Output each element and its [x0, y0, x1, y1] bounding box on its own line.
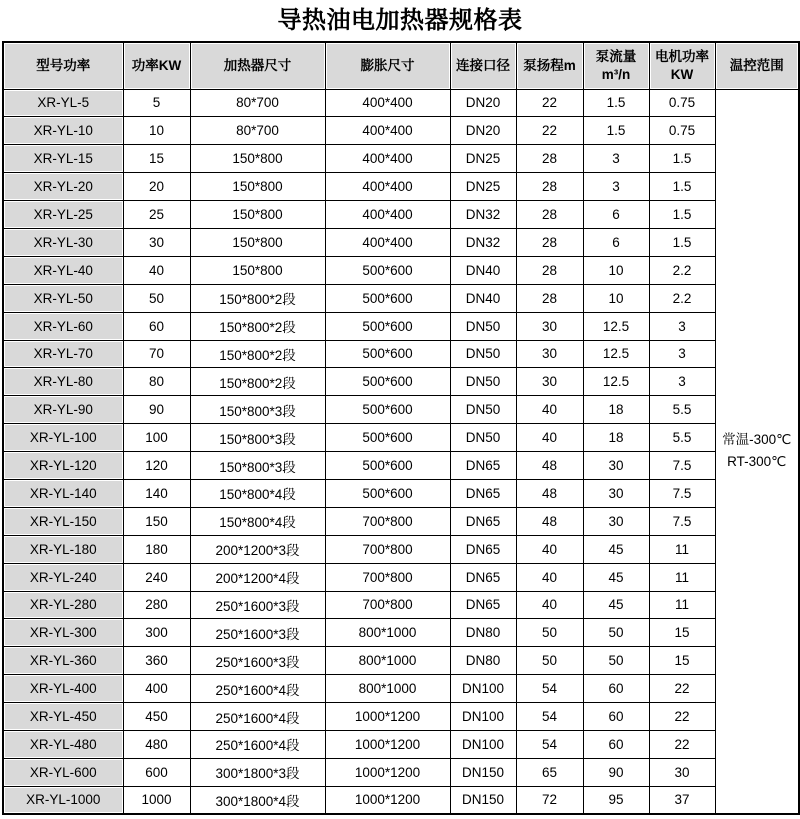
- pump-head-cell: 30: [516, 312, 583, 340]
- power-cell: 70: [123, 340, 190, 368]
- connection-cell: DN40: [450, 256, 516, 284]
- expansion-size-cell: 400*400: [325, 117, 450, 145]
- connection-cell: DN65: [450, 479, 516, 507]
- model-cell: XR-YL-70: [3, 340, 123, 368]
- power-cell: 10: [123, 117, 190, 145]
- power-cell: 450: [123, 703, 190, 731]
- expansion-size-cell: 800*1000: [325, 647, 450, 675]
- model-cell: XR-YL-50: [3, 284, 123, 312]
- motor-power-cell: 2.2: [649, 284, 715, 312]
- expansion-size-cell: 700*800: [325, 535, 450, 563]
- pump-head-cell: 72: [516, 786, 583, 814]
- model-cell: XR-YL-80: [3, 368, 123, 396]
- table-row: [3, 563, 799, 591]
- model-cell: XR-YL-30: [3, 228, 123, 256]
- page-title: 导热油电加热器规格表: [277, 7, 523, 34]
- expansion-size-cell: 400*400: [325, 228, 450, 256]
- pump-flow-cell: 1.5: [583, 89, 649, 117]
- power-cell: 80: [123, 368, 190, 396]
- power-cell: 1000: [123, 786, 190, 814]
- power-cell: 60: [123, 312, 190, 340]
- temp-range-line: 常温-300℃: [722, 432, 792, 448]
- header-row: [3, 42, 799, 89]
- heater-size-cell: 250*1600*3段: [190, 591, 325, 619]
- heater-size-cell: 150*800*4段: [190, 479, 325, 507]
- header-power: [123, 42, 190, 89]
- pump-flow-cell: 10: [583, 284, 649, 312]
- header-temp-range-label: 温控范围: [729, 57, 784, 73]
- pump-head-cell: 28: [516, 256, 583, 284]
- heater-size-cell: 150*800*2段: [190, 340, 325, 368]
- model-cell: XR-YL-480: [3, 730, 123, 758]
- pump-flow-cell: 30: [583, 452, 649, 480]
- motor-power-cell: 0.75: [649, 117, 715, 145]
- connection-cell: DN100: [450, 730, 516, 758]
- table-row: [3, 201, 799, 229]
- pump-head-cell: 54: [516, 730, 583, 758]
- motor-power-cell: 1.5: [649, 173, 715, 201]
- power-cell: 180: [123, 535, 190, 563]
- pump-flow-cell: 12.5: [583, 368, 649, 396]
- heater-size-cell: 300*1800*4段: [190, 786, 325, 814]
- table-row: [3, 284, 799, 312]
- connection-cell: DN20: [450, 117, 516, 145]
- motor-power-cell: 11: [649, 535, 715, 563]
- model-cell: XR-YL-100: [3, 424, 123, 452]
- pump-flow-cell: 45: [583, 591, 649, 619]
- table-header: [3, 42, 799, 89]
- heater-size-cell: 80*700: [190, 89, 325, 117]
- power-cell: 40: [123, 256, 190, 284]
- model-cell: XR-YL-600: [3, 758, 123, 786]
- heater-size-cell: 150*800*3段: [190, 396, 325, 424]
- pump-flow-cell: 3: [583, 145, 649, 173]
- model-cell: XR-YL-140: [3, 479, 123, 507]
- pump-flow-cell: 45: [583, 563, 649, 591]
- power-cell: 50: [123, 284, 190, 312]
- expansion-size-cell: 500*600: [325, 452, 450, 480]
- motor-power-cell: 30: [649, 758, 715, 786]
- heater-size-cell: 300*1800*3段: [190, 758, 325, 786]
- model-cell: XR-YL-90: [3, 396, 123, 424]
- power-cell: 400: [123, 675, 190, 703]
- pump-head-cell: 22: [516, 117, 583, 145]
- motor-power-cell: 3: [649, 368, 715, 396]
- motor-power-cell: 3: [649, 312, 715, 340]
- motor-power-cell: 37: [649, 786, 715, 814]
- connection-cell: DN20: [450, 89, 516, 117]
- heater-size-cell: 80*700: [190, 117, 325, 145]
- table-row: [3, 340, 799, 368]
- pump-flow-cell: 12.5: [583, 312, 649, 340]
- pump-head-cell: 54: [516, 675, 583, 703]
- power-cell: 600: [123, 758, 190, 786]
- pump-head-cell: 40: [516, 535, 583, 563]
- pump-flow-cell: 45: [583, 535, 649, 563]
- pump-flow-cell: 18: [583, 424, 649, 452]
- header-pump-head: [516, 42, 583, 89]
- model-cell: XR-YL-280: [3, 591, 123, 619]
- header-pump-flow: [583, 42, 649, 89]
- table-row: [3, 507, 799, 535]
- model-cell: XR-YL-40: [3, 256, 123, 284]
- pump-head-cell: 28: [516, 201, 583, 229]
- pump-flow-cell: 6: [583, 228, 649, 256]
- model-cell: XR-YL-60: [3, 312, 123, 340]
- motor-power-cell: 11: [649, 591, 715, 619]
- expansion-size-cell: 500*600: [325, 368, 450, 396]
- connection-cell: DN40: [450, 284, 516, 312]
- power-cell: 240: [123, 563, 190, 591]
- heater-size-cell: 150*800: [190, 256, 325, 284]
- pump-head-cell: 40: [516, 396, 583, 424]
- expansion-size-cell: 400*400: [325, 89, 450, 117]
- expansion-size-cell: 500*600: [325, 396, 450, 424]
- heater-size-cell: 250*1600*4段: [190, 675, 325, 703]
- table-row: [3, 479, 799, 507]
- power-cell: 30: [123, 228, 190, 256]
- pump-head-cell: 28: [516, 284, 583, 312]
- pump-flow-cell: 18: [583, 396, 649, 424]
- pump-flow-cell: 50: [583, 619, 649, 647]
- connection-cell: DN25: [450, 173, 516, 201]
- heater-size-cell: 200*1200*3段: [190, 535, 325, 563]
- motor-power-cell: 5.5: [649, 424, 715, 452]
- pump-flow-cell: 10: [583, 256, 649, 284]
- pump-head-cell: 28: [516, 228, 583, 256]
- expansion-size-cell: 700*800: [325, 563, 450, 591]
- power-cell: 150: [123, 507, 190, 535]
- power-cell: 280: [123, 591, 190, 619]
- motor-power-cell: 1.5: [649, 228, 715, 256]
- heater-size-cell: 150*800: [190, 201, 325, 229]
- model-cell: XR-YL-300: [3, 619, 123, 647]
- power-cell: 120: [123, 452, 190, 480]
- pump-head-cell: 40: [516, 563, 583, 591]
- motor-power-cell: 5.5: [649, 396, 715, 424]
- header-expansion-size-label: 膨胀尺寸: [360, 57, 415, 73]
- expansion-size-cell: 700*800: [325, 507, 450, 535]
- connection-cell: DN80: [450, 647, 516, 675]
- heater-size-cell: 150*800*3段: [190, 452, 325, 480]
- pump-head-cell: 54: [516, 703, 583, 731]
- pump-head-cell: 65: [516, 758, 583, 786]
- motor-power-cell: 22: [649, 675, 715, 703]
- heater-size-cell: 250*1600*3段: [190, 647, 325, 675]
- connection-cell: DN100: [450, 675, 516, 703]
- header-motor-power-label: 电机功率: [655, 48, 709, 64]
- heater-size-cell: 250*1600*3段: [190, 619, 325, 647]
- connection-cell: DN80: [450, 619, 516, 647]
- header-pump-flow-label: 泵流量: [595, 48, 637, 64]
- expansion-size-cell: 800*1000: [325, 619, 450, 647]
- heater-size-cell: 250*1600*4段: [190, 730, 325, 758]
- pump-head-cell: 50: [516, 647, 583, 675]
- power-cell: 90: [123, 396, 190, 424]
- model-cell: XR-YL-25: [3, 201, 123, 229]
- power-cell: 140: [123, 479, 190, 507]
- connection-cell: DN50: [450, 312, 516, 340]
- model-cell: XR-YL-15: [3, 145, 123, 173]
- heater-size-cell: 150*800: [190, 173, 325, 201]
- table-row: [3, 228, 799, 256]
- spec-table: [2, 41, 800, 815]
- connection-cell: DN150: [450, 786, 516, 814]
- table-row: [3, 312, 799, 340]
- table-row: [3, 758, 799, 786]
- pump-head-cell: 50: [516, 619, 583, 647]
- heater-size-cell: 150*800*2段: [190, 312, 325, 340]
- table-row: [3, 173, 799, 201]
- pump-head-cell: 28: [516, 173, 583, 201]
- power-cell: 480: [123, 730, 190, 758]
- table-row: [3, 117, 799, 145]
- pump-flow-cell: 30: [583, 479, 649, 507]
- header-heater-size: [190, 42, 325, 89]
- model-cell: XR-YL-150: [3, 507, 123, 535]
- connection-cell: DN50: [450, 368, 516, 396]
- table-row: [3, 396, 799, 424]
- model-cell: XR-YL-400: [3, 675, 123, 703]
- connection-cell: DN50: [450, 424, 516, 452]
- expansion-size-cell: 500*600: [325, 284, 450, 312]
- model-cell: XR-YL-120: [3, 452, 123, 480]
- motor-power-cell: 22: [649, 703, 715, 731]
- pump-flow-cell: 12.5: [583, 340, 649, 368]
- expansion-size-cell: 500*600: [325, 340, 450, 368]
- pump-flow-cell: 90: [583, 758, 649, 786]
- motor-power-cell: 2.2: [649, 256, 715, 284]
- header-pump-head-label: 泵扬程m: [523, 57, 576, 73]
- heater-size-cell: 150*800*3段: [190, 424, 325, 452]
- table-row: [3, 535, 799, 563]
- expansion-size-cell: 500*600: [325, 312, 450, 340]
- header-temp-range: [715, 42, 799, 89]
- expansion-size-cell: 500*600: [325, 424, 450, 452]
- table-row: [3, 256, 799, 284]
- expansion-size-cell: 400*400: [325, 173, 450, 201]
- expansion-size-cell: 1000*1200: [325, 758, 450, 786]
- heater-size-cell: 200*1200*4段: [190, 563, 325, 591]
- expansion-size-cell: 400*400: [325, 201, 450, 229]
- motor-power-cell: 0.75: [649, 89, 715, 117]
- pump-flow-cell: 60: [583, 703, 649, 731]
- connection-cell: DN65: [450, 507, 516, 535]
- pump-head-cell: 40: [516, 424, 583, 452]
- expansion-size-cell: 700*800: [325, 591, 450, 619]
- motor-power-cell: 7.5: [649, 452, 715, 480]
- table-row: [3, 730, 799, 758]
- connection-cell: DN65: [450, 591, 516, 619]
- table-row: [3, 591, 799, 619]
- model-cell: XR-YL-5: [3, 89, 123, 117]
- expansion-size-cell: 1000*1200: [325, 703, 450, 731]
- pump-head-cell: 28: [516, 145, 583, 173]
- heater-size-cell: 150*800*2段: [190, 284, 325, 312]
- expansion-size-cell: 800*1000: [325, 675, 450, 703]
- pump-flow-cell: 50: [583, 647, 649, 675]
- motor-power-cell: 15: [649, 647, 715, 675]
- motor-power-cell: 15: [649, 619, 715, 647]
- connection-cell: DN65: [450, 535, 516, 563]
- motor-power-cell: 11: [649, 563, 715, 591]
- connection-cell: DN150: [450, 758, 516, 786]
- power-cell: 300: [123, 619, 190, 647]
- header-power-label: 功率KW: [131, 57, 182, 73]
- connection-cell: DN32: [450, 201, 516, 229]
- connection-cell: DN65: [450, 563, 516, 591]
- table-row: [3, 368, 799, 396]
- expansion-size-cell: 1000*1200: [325, 786, 450, 814]
- table-row: [3, 424, 799, 452]
- table-row: [3, 675, 799, 703]
- motor-power-cell: 1.5: [649, 201, 715, 229]
- pump-flow-cell: 3: [583, 173, 649, 201]
- heater-size-cell: 150*800*2段: [190, 368, 325, 396]
- motor-power-cell: 22: [649, 730, 715, 758]
- heater-size-cell: 150*800*4段: [190, 507, 325, 535]
- temp-range-cell: [715, 89, 799, 814]
- pump-head-cell: 40: [516, 591, 583, 619]
- expansion-size-cell: 400*400: [325, 145, 450, 173]
- table-row: [3, 89, 799, 117]
- expansion-size-cell: 500*600: [325, 479, 450, 507]
- model-cell: XR-YL-240: [3, 563, 123, 591]
- table-row: [3, 786, 799, 814]
- table-row: [3, 703, 799, 731]
- header-motor-power: [649, 42, 715, 89]
- temp-range-line: RT-300℃: [727, 454, 787, 470]
- pump-head-cell: 48: [516, 452, 583, 480]
- model-cell: XR-YL-360: [3, 647, 123, 675]
- connection-cell: DN65: [450, 452, 516, 480]
- table-row: [3, 619, 799, 647]
- motor-power-cell: 1.5: [649, 145, 715, 173]
- connection-cell: DN100: [450, 703, 516, 731]
- table-row: [3, 452, 799, 480]
- connection-cell: DN50: [450, 340, 516, 368]
- power-cell: 20: [123, 173, 190, 201]
- connection-cell: DN25: [450, 145, 516, 173]
- model-cell: XR-YL-1000: [3, 786, 123, 814]
- table-row: [3, 647, 799, 675]
- heater-size-cell: 150*800: [190, 145, 325, 173]
- motor-power-cell: 7.5: [649, 479, 715, 507]
- pump-flow-cell: 6: [583, 201, 649, 229]
- header-expansion-size: [325, 42, 450, 89]
- pump-flow-cell: 30: [583, 507, 649, 535]
- power-cell: 100: [123, 424, 190, 452]
- header-model-label: 型号功率: [36, 57, 91, 73]
- header-heater-size-label: 加热器尺寸: [223, 57, 292, 73]
- pump-head-cell: 48: [516, 479, 583, 507]
- power-cell: 25: [123, 201, 190, 229]
- model-cell: XR-YL-180: [3, 535, 123, 563]
- connection-cell: DN32: [450, 228, 516, 256]
- motor-power-cell: 7.5: [649, 507, 715, 535]
- header-connection: [450, 42, 516, 89]
- header-model: [3, 42, 123, 89]
- pump-head-cell: 48: [516, 507, 583, 535]
- pump-head-cell: 30: [516, 368, 583, 396]
- expansion-size-cell: 500*600: [325, 256, 450, 284]
- heater-size-cell: 250*1600*4段: [190, 703, 325, 731]
- header-connection-label: 连接口径: [456, 57, 510, 73]
- pump-flow-cell: 60: [583, 730, 649, 758]
- motor-power-cell: 3: [649, 340, 715, 368]
- expansion-size-cell: 1000*1200: [325, 730, 450, 758]
- header-pump-flow-unit: m³/n: [601, 66, 631, 82]
- model-cell: XR-YL-450: [3, 703, 123, 731]
- pump-flow-cell: 95: [583, 786, 649, 814]
- pump-flow-cell: 1.5: [583, 117, 649, 145]
- pump-head-cell: 30: [516, 340, 583, 368]
- pump-flow-cell: 60: [583, 675, 649, 703]
- spec-table-body: [3, 89, 799, 814]
- model-cell: XR-YL-10: [3, 117, 123, 145]
- power-cell: 15: [123, 145, 190, 173]
- power-cell: 360: [123, 647, 190, 675]
- heater-size-cell: 150*800: [190, 228, 325, 256]
- header-motor-power-unit: KW: [670, 66, 694, 82]
- pump-head-cell: 22: [516, 89, 583, 117]
- power-cell: 5: [123, 89, 190, 117]
- connection-cell: DN50: [450, 396, 516, 424]
- model-cell: XR-YL-20: [3, 173, 123, 201]
- table-row: [3, 145, 799, 173]
